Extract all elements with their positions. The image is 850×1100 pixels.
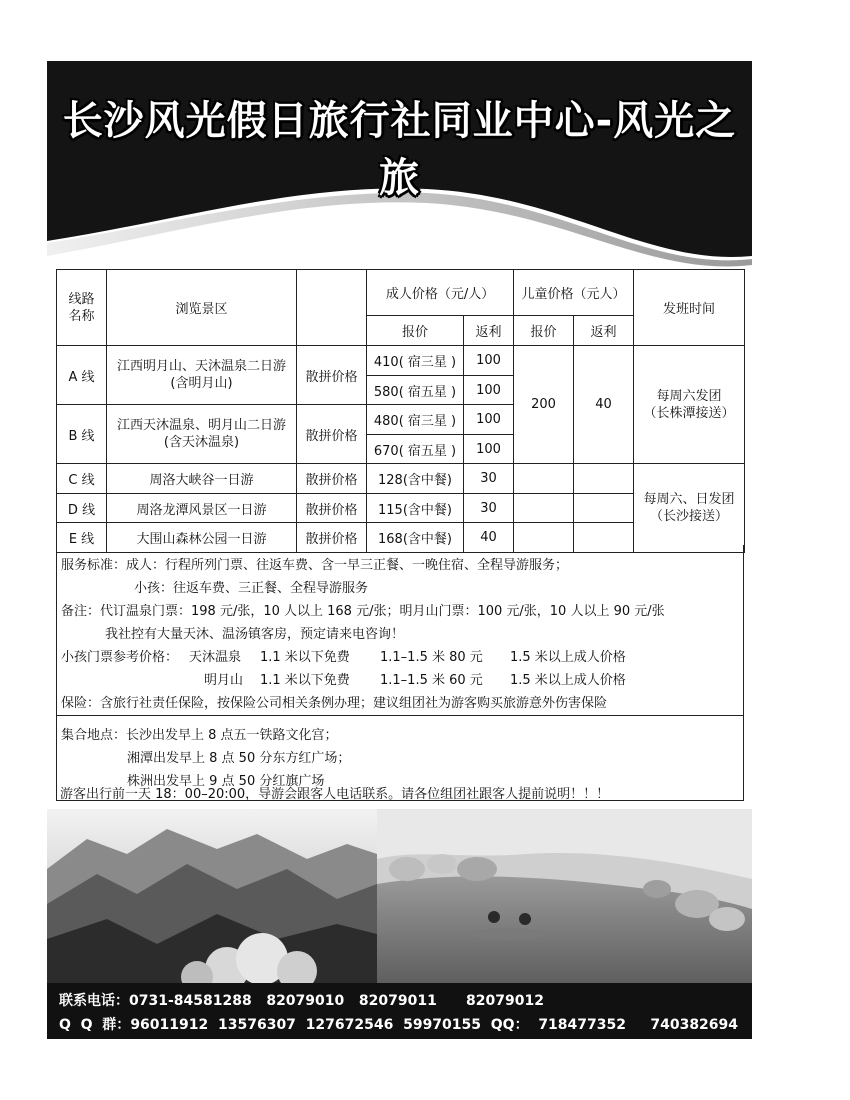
route-type: 散拼价格: [297, 523, 367, 553]
table-row: [57, 346, 745, 376]
header-adult-quote: 报价: [367, 316, 464, 346]
route-scenery: 江西天沐温泉、明月山二日游 (含天沐温泉): [107, 405, 297, 464]
route-type: 散拼价格: [297, 494, 367, 523]
adult-rebate: 30: [464, 494, 514, 523]
scenery-photos: [47, 809, 752, 984]
remark-tickets: 备注：代订温泉门票：198 元/张，10 人以上 168 元/张；明月山门票：100 元/张，10 人以上 90 元/张: [61, 604, 665, 619]
route-scenery: 大围山森林公园一日游: [107, 523, 297, 553]
meeting-zhuzhou: 株洲出发早上 9 点 50 分红旗广场: [127, 774, 325, 789]
hot-spring-photo: [377, 809, 752, 984]
route-code: B 线: [57, 405, 107, 464]
child-quote: 200: [514, 346, 574, 464]
kids-adult: 1.5 米以上成人价格: [510, 650, 626, 665]
service-standard-adult: 服务标准：成人：行程所列门票、往返车费、含一早三正餐、一晚住宿、全程导游服务；: [61, 558, 569, 573]
route-code: C 线: [57, 464, 107, 494]
route-type: 散拼价格: [297, 405, 367, 464]
qq-label: Q Q 群：: [59, 1017, 131, 1033]
child-rebate-empty: [574, 494, 634, 523]
route-type: 散拼价格: [297, 464, 367, 494]
page-title: 长沙风光假日旅行社同业中心-风光之旅: [62, 98, 737, 201]
notes-divider: [57, 715, 743, 716]
header-adult-price: 成人价格（元/人）: [367, 270, 514, 316]
meeting-changsha: 集合地点：长沙出发早上 8 点五一铁路文化宫；: [61, 728, 338, 743]
insurance-note: 保险：含旅行社责任保险，按保险公司相关条例办理；建议组团社为游客购买旅游意外伤害保险: [61, 696, 608, 711]
kids-mid: 1.1–1.5 米 80 元: [380, 650, 483, 665]
mountain-photo: [47, 809, 377, 993]
phone-label: 联系电话：: [59, 993, 129, 1009]
header-adult-rebate: 返利: [464, 316, 514, 346]
flyer: [47, 61, 850, 1039]
route-scenery: 江西明月山、天沐温泉二日游 (含明月山): [107, 346, 297, 405]
kids-ticket-title: 小孩门票参考价格：: [61, 650, 179, 665]
departure-ab: 每周六发团 （长株潭接送）: [634, 346, 745, 464]
table-row: [57, 464, 745, 494]
header-child-rebate: 返利: [574, 316, 634, 346]
qq-line: [59, 1014, 850, 1034]
child-quote-empty: [514, 494, 574, 523]
adult-quote: 410( 宿三星 ): [367, 346, 464, 376]
route-price-table: [56, 269, 745, 553]
adult-rebate: 40: [464, 523, 514, 553]
adult-quote: 128(含中餐): [367, 464, 464, 494]
kids-mid: 1.1–1.5 米 60 元: [380, 673, 483, 688]
adult-rebate: 100: [464, 435, 514, 464]
adult-quote: 580( 宿五星 ): [367, 376, 464, 405]
route-type: 散拼价格: [297, 346, 367, 405]
phone-line: [59, 990, 544, 1010]
kids-adult: 1.5 米以上成人价格: [510, 673, 626, 688]
kids-free: 1.1 米以下免费: [260, 673, 350, 688]
kids-place: 明月山: [204, 673, 244, 688]
adult-rebate: 100: [464, 376, 514, 405]
adult-rebate: 100: [464, 346, 514, 376]
route-scenery: 周洛大峡谷一日游: [107, 464, 297, 494]
route-code: A 线: [57, 346, 107, 405]
remark-rooms: 我社控有大量天沐、温汤镇客房，预定请来电咨询！: [105, 627, 405, 642]
child-rebate-empty: [574, 464, 634, 494]
route-code: D 线: [57, 494, 107, 523]
photo-strip: [47, 809, 752, 984]
service-standard-child: 小孩：往返车费、三正餐、全程导游服务: [134, 581, 369, 596]
route-scenery: 周洛龙潭风景区一日游: [107, 494, 297, 523]
departure-cde: 每周六、日发团 （长沙接送）: [634, 464, 745, 553]
adult-quote: 480( 宿三星 ): [367, 405, 464, 435]
header-banner: [47, 61, 752, 276]
adult-rebate: 100: [464, 405, 514, 435]
header-scenery: 浏览景区: [107, 270, 297, 346]
route-code: E 线: [57, 523, 107, 553]
header-child-quote: 报价: [514, 316, 574, 346]
meeting-xiangtan: 湘潭出发早上 8 点 50 分东方红广场；: [127, 751, 351, 766]
phone-numbers: 0731-84581288 82079010 82079011 82079012: [129, 993, 544, 1009]
adult-rebate: 30: [464, 464, 514, 494]
adult-quote: 670( 宿五星 ): [367, 435, 464, 464]
guide-contact-note: 游客出行前一天 18：00–20:00，导游会跟客人电话联系。请各位组团社跟客人提前说明！！！: [60, 787, 610, 802]
adult-quote: 115(含中餐): [367, 494, 464, 523]
contact-footer: [47, 983, 850, 1039]
kids-free: 1.1 米以下免费: [260, 650, 350, 665]
adult-quote: 168(含中餐): [367, 523, 464, 553]
child-quote-empty: [514, 464, 574, 494]
notes-box: [56, 545, 744, 801]
child-rebate: 40: [574, 346, 634, 464]
header-departure: 发班时间: [634, 270, 745, 346]
qq-numbers: 96011912 13576307 127672546 59970155 QQ： 718477352 740382694 974023144: [130, 1017, 850, 1033]
header-child-price: 儿童价格（元人）: [514, 270, 634, 316]
kids-place: 天沐温泉: [189, 650, 242, 665]
header-route: 线路 名称: [57, 270, 107, 346]
header-blank: [297, 270, 367, 346]
